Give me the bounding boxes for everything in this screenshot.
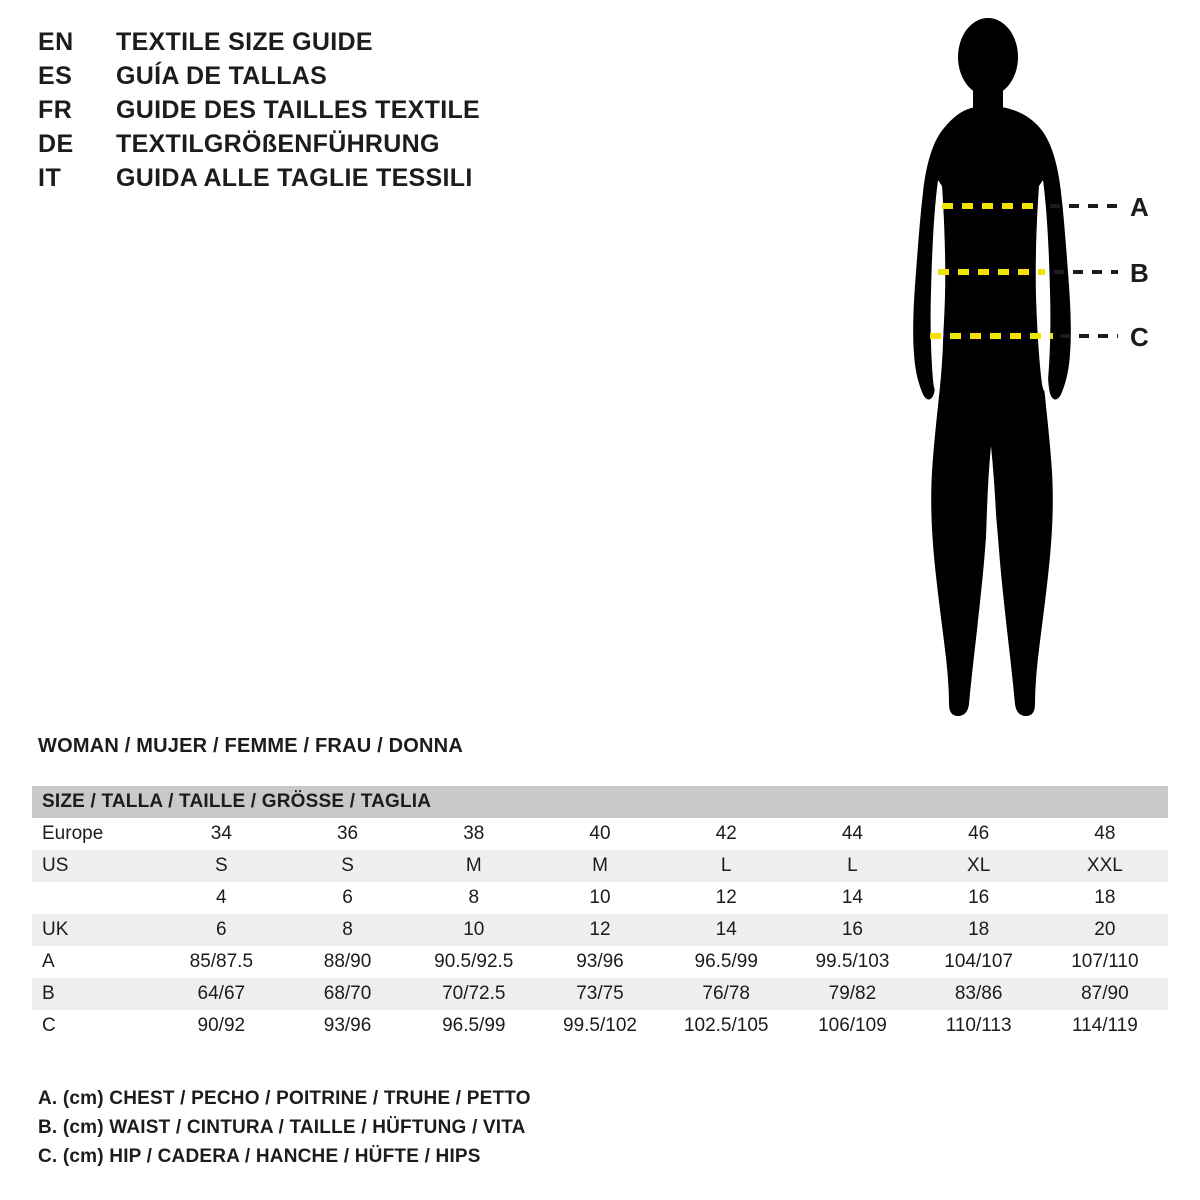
cell-us-6: XL bbox=[967, 855, 991, 876]
cell-uk-6: 18 bbox=[968, 919, 990, 940]
cell-c-3: 99.5/102 bbox=[563, 1015, 637, 1036]
cell-usnum-5: 14 bbox=[841, 887, 863, 908]
title-lang-es: ES bbox=[38, 62, 73, 90]
measure-letter-b: B bbox=[1130, 258, 1149, 288]
row-label-a: A bbox=[42, 951, 55, 972]
size-table bbox=[32, 786, 1168, 1042]
female-silhouette-icon bbox=[860, 10, 1190, 740]
cell-europe-6: 46 bbox=[968, 823, 990, 844]
cell-a-2: 90.5/92.5 bbox=[434, 951, 514, 972]
cell-c-4: 102.5/105 bbox=[683, 1015, 769, 1036]
cell-uk-7: 20 bbox=[1094, 919, 1116, 940]
cell-usnum-2: 8 bbox=[468, 887, 480, 908]
cell-us-5: L bbox=[847, 855, 858, 876]
title-row-en bbox=[38, 28, 598, 62]
title-text-fr: GUIDE DES TAILLES TEXTILE bbox=[116, 96, 481, 124]
cell-a-3: 93/96 bbox=[576, 951, 624, 972]
cell-uk-1: 8 bbox=[342, 919, 353, 940]
title-text-it: GUIDA ALLE TAGLIE TESSILI bbox=[116, 164, 473, 192]
cell-uk-2: 10 bbox=[463, 919, 485, 940]
row-label-b: B bbox=[42, 983, 55, 1004]
cell-europe-1: 36 bbox=[336, 823, 359, 844]
cell-usnum-7: 18 bbox=[1094, 887, 1116, 908]
cell-europe-7: 48 bbox=[1094, 823, 1116, 844]
row-label-c: C bbox=[42, 1015, 56, 1036]
cell-us-2: M bbox=[465, 855, 482, 876]
cell-uk-3: 12 bbox=[589, 919, 611, 940]
measure-letter-c: C bbox=[1130, 322, 1149, 352]
cell-a-5: 99.5/103 bbox=[815, 951, 890, 972]
cell-us-7: XXL bbox=[1086, 855, 1123, 876]
title-lang-en: EN bbox=[38, 28, 74, 56]
footnote-b: B. (cm) WAIST / CINTURA / TAILLE / HÜFTUNG / VITA bbox=[38, 1117, 526, 1138]
cell-b-3: 73/75 bbox=[576, 983, 624, 1004]
title-text-de: TEXTILGRÖßENFÜHRUNG bbox=[116, 130, 440, 158]
table-row bbox=[32, 1010, 1168, 1042]
footnote-a: A. (cm) CHEST / PECHO / POITRINE / TRUHE / PETTO bbox=[38, 1088, 531, 1109]
cell-uk-5: 16 bbox=[841, 919, 863, 940]
cell-a-1: 88/90 bbox=[323, 951, 372, 972]
cell-uk-4: 14 bbox=[715, 919, 737, 940]
table-row bbox=[32, 882, 1168, 914]
cell-a-0: 85/87.5 bbox=[189, 951, 254, 972]
row-label-us-numeric bbox=[32, 882, 158, 914]
cell-europe-4: 42 bbox=[715, 823, 737, 844]
cell-c-6: 110/113 bbox=[945, 1015, 1012, 1036]
table-header-label: SIZE / TALLA / TAILLE / GRÖSSE / TAGLIA bbox=[32, 786, 1168, 818]
cell-uk-0: 6 bbox=[216, 919, 227, 940]
table-row bbox=[32, 946, 1168, 978]
cell-b-2: 70/72.5 bbox=[442, 983, 506, 1004]
cell-europe-5: 44 bbox=[841, 823, 863, 844]
title-row-it bbox=[38, 164, 598, 198]
cell-b-1: 68/70 bbox=[323, 983, 372, 1004]
cell-a-7: 107/110 bbox=[1071, 951, 1139, 972]
cell-us-4: L bbox=[720, 855, 732, 876]
cell-a-6: 104/107 bbox=[944, 951, 1013, 972]
title-lang-it: IT bbox=[38, 164, 62, 192]
cell-europe-2: 38 bbox=[463, 823, 485, 844]
cell-b-6: 83/86 bbox=[954, 983, 1003, 1004]
cell-c-2: 96.5/99 bbox=[442, 1015, 506, 1036]
cell-usnum-1: 6 bbox=[342, 887, 353, 908]
cell-usnum-4: 12 bbox=[715, 887, 737, 908]
cell-usnum-3: 10 bbox=[589, 887, 611, 908]
cell-c-0: 90/92 bbox=[197, 1015, 246, 1036]
title-row-fr bbox=[38, 96, 598, 130]
table-row bbox=[32, 914, 1168, 946]
title-row-es bbox=[38, 62, 598, 96]
cell-us-1: S bbox=[341, 855, 354, 876]
cell-b-4: 76/78 bbox=[702, 983, 750, 1004]
footnote-block bbox=[38, 1088, 738, 1175]
body-measurement-figure bbox=[860, 10, 1190, 740]
table-row bbox=[32, 818, 1168, 850]
cell-c-5: 106/109 bbox=[818, 1015, 887, 1036]
footnote-c: C. (cm) HIP / CADERA / HANCHE / HÜFTE / HIPS bbox=[38, 1146, 481, 1167]
cell-b-5: 79/82 bbox=[828, 983, 877, 1004]
row-label-europe: Europe bbox=[42, 823, 104, 844]
cell-us-3: M bbox=[592, 855, 608, 876]
section-label-woman: WOMAN / MUJER / FEMME / FRAU / DONNA bbox=[38, 735, 463, 757]
cell-b-0: 64/67 bbox=[197, 983, 246, 1004]
table-row bbox=[32, 850, 1168, 882]
title-row-de bbox=[38, 130, 598, 164]
title-lang-de: DE bbox=[38, 130, 74, 158]
title-block bbox=[38, 28, 598, 198]
measure-letter-a: A bbox=[1130, 192, 1149, 222]
title-text-es: GUÍA DE TALLAS bbox=[116, 62, 328, 90]
row-label-uk: UK bbox=[42, 919, 69, 940]
cell-c-1: 93/96 bbox=[323, 1015, 372, 1036]
cell-a-4: 96.5/99 bbox=[694, 951, 758, 972]
row-label-us: US bbox=[42, 855, 69, 876]
cell-c-7: 114/119 bbox=[1071, 1015, 1138, 1036]
cell-us-0: S bbox=[214, 855, 228, 876]
cell-b-7: 87/90 bbox=[1081, 983, 1129, 1004]
cell-usnum-0: 4 bbox=[216, 887, 227, 908]
cell-usnum-6: 16 bbox=[968, 887, 990, 908]
title-text-en: TEXTILE SIZE GUIDE bbox=[116, 28, 373, 56]
cell-europe-3: 40 bbox=[589, 823, 611, 844]
title-lang-fr: FR bbox=[38, 96, 73, 124]
cell-europe-0: 34 bbox=[210, 823, 232, 844]
table-header-row bbox=[32, 786, 1168, 818]
table-row bbox=[32, 978, 1168, 1010]
